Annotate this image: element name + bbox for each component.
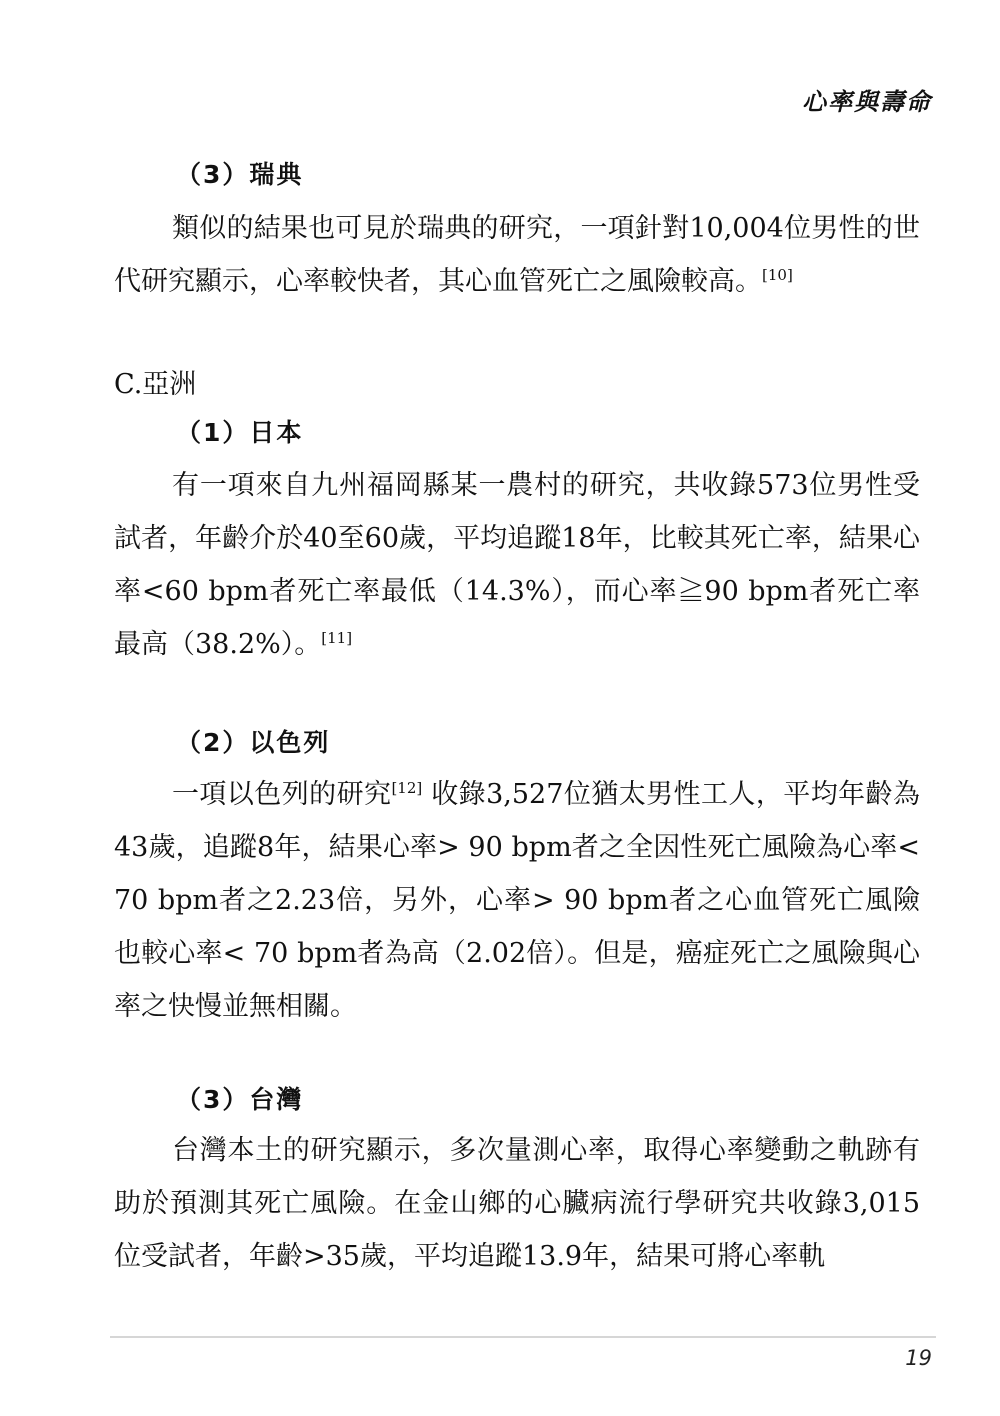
running-header-title: 心率與壽命 [802,87,932,116]
subheading-taiwan: （3）台灣 [176,1085,304,1114]
paragraph-japan [114,459,920,671]
paragraph-sweden [114,202,920,308]
paragraph-israel-block [114,768,920,1033]
paragraph-japan-block [114,459,920,671]
subheading-israel: （2）以色列 [176,728,331,757]
paragraph-taiwan-block [114,1124,920,1283]
section-japan [114,416,920,450]
paragraph-japan-text: 有一項來自九州福岡縣某一農村的研究，共收錄573位男性受試者，年齡介於40至60歲，平均追蹤18年，比較其死亡率，結果心率<60 bpm者死亡率最低（14.3%），而心率≧90 bpm者死亡率最高（38.2%）。 [114,470,920,660]
paragraph-sweden-text: 類似的結果也可見於瑞典的研究，一項針對10,004位男性的世代研究顯示，心率較快者，其心血管死亡之風險較高。 [114,213,920,297]
paragraph-israel [114,768,920,1033]
subheading-sweden: （3）瑞典 [176,160,304,189]
section-sweden [114,158,920,192]
citation-10: [10] [762,266,793,284]
page-number: 19 [905,1346,932,1370]
section-israel [114,726,920,760]
paragraph-israel-text-b: 收錄3,527位猶太男性工人，平均年齡為43歲，追蹤8年，結果心率> 90 bpm者之全因性死亡風險為心率< 70 bpm者之2.23倍，另外，心率> 90 bpm者之心血管死亡風險也較心率< 70 bpm者為高（2.02倍）。但是，癌症死亡之風險與心率之快慢並無相關。 [114,779,920,1022]
section-taiwan [114,1083,920,1117]
footer-divider [110,1336,936,1338]
section-heading-asia: C.亞洲 [114,369,197,400]
paragraph-sweden-block [114,202,920,308]
paragraph-taiwan: 台灣本土的研究顯示，多次量測心率，取得心率變動之軌跡有助於預測其死亡風險。在金山鄉的心臟病流行學研究共收錄3,015位受試者，年齡>35歲，平均追蹤13.9年，結果可將心率軌 [114,1135,920,1272]
section-asia [114,368,920,402]
subheading-japan: （1）日本 [176,418,304,447]
citation-12: [12] [391,779,423,797]
citation-11: [11] [321,629,353,647]
paragraph-israel-text-a: 一項以色列的研究 [172,779,392,810]
